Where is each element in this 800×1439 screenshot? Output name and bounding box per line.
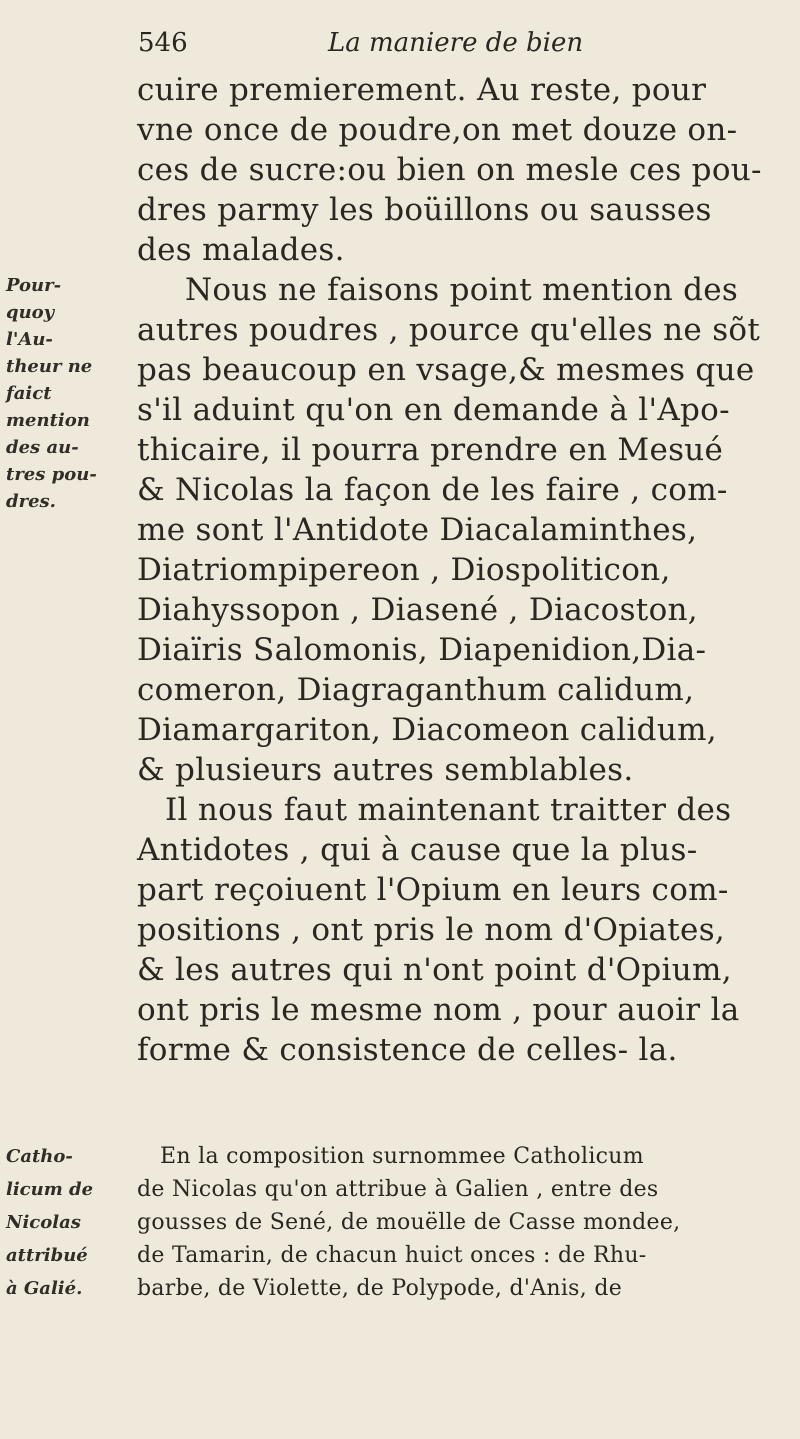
- margin-note-line: quoy: [6, 302, 55, 323]
- text-line: ces de sucre:ou bien on mesle ces pou-: [137, 152, 762, 188]
- text-line: Antidotes , qui à cause que la plus-: [137, 832, 698, 868]
- text-line: thicaire, il pourra prendre en Mesué: [137, 432, 724, 468]
- margin-note-line: l'Au-: [6, 329, 53, 350]
- text-line: comeron, Diagraganthum calidum,: [137, 672, 695, 708]
- text-line: ont pris le mesme nom , pour auoir la: [137, 992, 740, 1028]
- text-line: Il nous faut maintenant traitter des: [165, 792, 732, 828]
- text-line: & les autres qui n'ont point d'Opium,: [137, 952, 732, 988]
- margin-note-line: mention: [6, 410, 90, 431]
- margin-note-line: des au-: [6, 437, 79, 458]
- margin-note-line: theur ne: [6, 356, 93, 377]
- running-title: La maniere de bien: [328, 28, 584, 58]
- text-line: s'il aduint qu'on en demande à l'Apo-: [137, 392, 730, 428]
- margin-note-line: tres pou-: [6, 464, 97, 485]
- margin-note-line: Pour-: [6, 275, 62, 296]
- text-line: Diaïris Salomonis, Diapenidion,Dia-: [137, 632, 707, 668]
- text-line: & Nicolas la façon de les faire , com-: [137, 472, 728, 508]
- text-line: Diatriompipereon , Diospoliticon,: [137, 552, 671, 588]
- margin-note-line: dres.: [6, 491, 56, 512]
- margin-note-line: Catho-: [6, 1146, 73, 1167]
- margin-note-line: à Galié.: [6, 1278, 83, 1299]
- margin-note-line: Nicolas: [6, 1212, 81, 1233]
- text-line: part reçoiuent l'Opium en leurs com-: [137, 872, 729, 908]
- margin-note-line: faict: [6, 383, 52, 404]
- text-line: gousses de Sené, de mouëlle de Casse mondee,: [137, 1210, 681, 1235]
- text-line: & plusieurs autres semblables.: [137, 752, 634, 788]
- text-line: de Tamarin, de chacun huict onces : de Rhu-: [137, 1243, 647, 1268]
- text-line: positions , ont pris le nom d'Opiates,: [137, 912, 726, 948]
- text-line: Nous ne faisons point mention des: [185, 272, 739, 308]
- text-line: vne once de poudre,on met douze on-: [137, 112, 738, 148]
- text-line: barbe, de Violette, de Polypode, d'Anis, de: [137, 1276, 623, 1301]
- text-line: autres poudres , pource qu'elles ne sõt: [137, 312, 761, 348]
- text-line: Diamargariton, Diacomeon calidum,: [137, 712, 717, 748]
- text-line: forme & consistence de celles- la.: [137, 1032, 678, 1068]
- text-line: de Nicolas qu'on attribue à Galien , entre des: [137, 1177, 659, 1202]
- text-line: En la composition surnommee Catholicum: [160, 1144, 644, 1169]
- text-line: me sont l'Antidote Diacalaminthes,: [137, 512, 698, 548]
- text-line: des malades.: [137, 232, 345, 268]
- running-header: [138, 18, 778, 62]
- page-number: 546: [138, 28, 188, 58]
- text-line: dres parmy les boüillons ou sausses: [137, 192, 712, 228]
- text-line: Diahyssopon , Diasené , Diacoston,: [137, 592, 698, 628]
- text-line: cuire premierement. Au reste, pour: [137, 72, 707, 108]
- margin-note-line: licum de: [6, 1179, 94, 1200]
- text-line: pas beaucoup en vsage,& mesmes que: [137, 352, 755, 388]
- margin-note-line: attribué: [6, 1245, 88, 1266]
